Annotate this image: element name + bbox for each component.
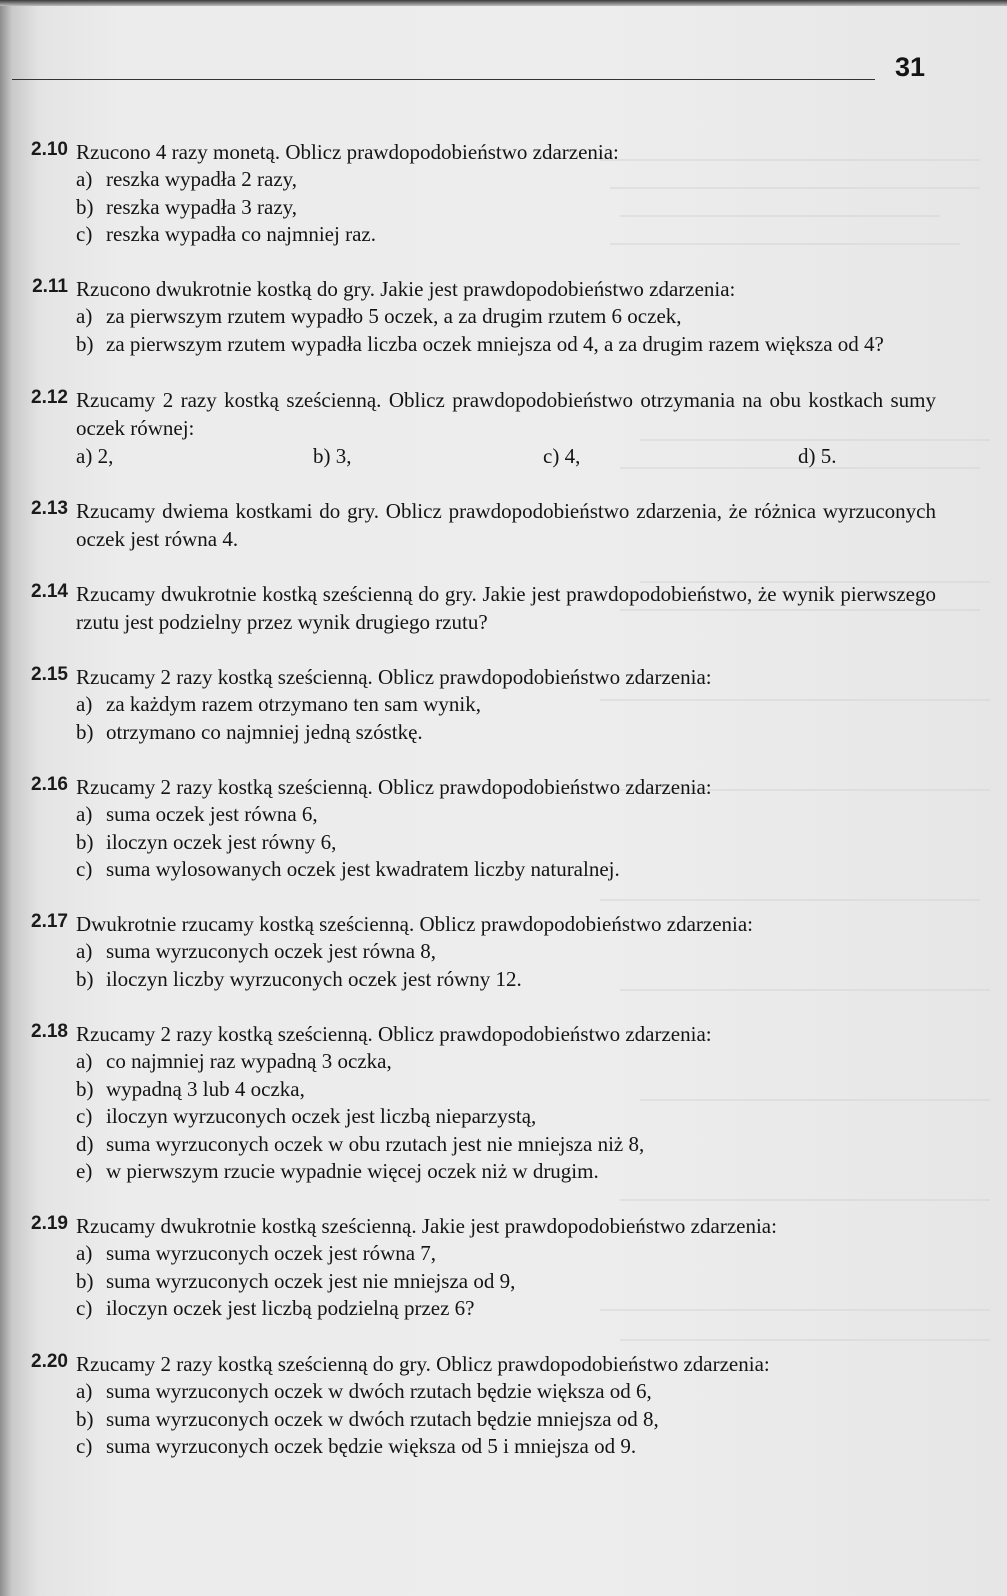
part-letter: a) (76, 304, 93, 328)
exercise-2-16 (0, 773, 1000, 884)
exercise-2-12 (0, 386, 1000, 470)
exercise-number: 2.11 (32, 276, 68, 297)
part-text: iloczyn oczek jest równy 6, (106, 829, 337, 854)
exercise-2-14 (0, 580, 1000, 636)
page-number: 31 (895, 52, 926, 82)
exercise-number: 2.12 (31, 387, 68, 408)
part-letter: b) (76, 1406, 94, 1431)
part-c (76, 221, 1000, 249)
part-text: suma wyrzuconych oczek w dwóch rzutach będzie mniejsza od 8, (106, 1406, 659, 1431)
part-letter: b) (76, 194, 94, 219)
exercise-2-20 (0, 1350, 1000, 1461)
part-text: suma wyrzuconych oczek w obu rzutach jest nie mniejsza niż 8, (106, 1131, 645, 1156)
part-letter: b) (76, 719, 94, 744)
exercise-prompt: Rzucamy 2 razy kostką sześcienną. Oblicz prawdopodobieństwo zdarzenia: (76, 1022, 712, 1046)
part-b (76, 1268, 1000, 1296)
option-c: c) 4, (543, 444, 581, 468)
part-text: suma wyrzuconych oczek w dwóch rzutach będzie większa od 6, (106, 1379, 652, 1403)
exercise-2-18 (0, 1020, 1000, 1186)
part-letter: b) (76, 966, 94, 991)
exercise-number: 2.17 (31, 911, 68, 932)
part-text: za pierwszym rzutem wypadło 5 oczek, a za drugim rzutem 6 oczek, (106, 304, 682, 328)
part-text: za każdym razem otrzymano ten sam wynik, (106, 692, 481, 716)
part-a (76, 938, 1000, 966)
part-b (76, 966, 1000, 994)
exercise-number: 2.16 (31, 774, 68, 795)
exercise-prompt: Rzucamy 2 razy kostką sześcienną. Oblicz prawdopodobieństwo zdarzenia: (76, 665, 712, 689)
part-text: iloczyn wyrzuconych oczek jest liczbą nieparzystą, (106, 1104, 537, 1129)
part-letter: c) (76, 1104, 93, 1129)
part-letter: c) (76, 1296, 93, 1321)
part-text: suma wyrzuconych oczek jest nie mniejsza od 9, (106, 1268, 516, 1293)
part-text: za pierwszym rzutem wypadła liczba oczek mniejsza od 4, a za drugim razem większa od 4? (106, 331, 884, 356)
part-letter: a) (76, 1241, 93, 1265)
exercise-2-10 (0, 138, 1000, 249)
answer-options (76, 442, 1000, 470)
part-b (76, 1406, 1000, 1434)
part-b (76, 331, 1000, 359)
part-letter: c) (76, 857, 93, 882)
exercise-2-17 (0, 910, 1000, 993)
part-text: suma wyrzuconych oczek jest równa 8, (106, 939, 437, 963)
part-d (76, 1131, 1000, 1159)
part-letter: a) (76, 939, 93, 963)
part-letter: a) (76, 1379, 93, 1403)
header-rule (12, 79, 875, 80)
option-a: a) 2, (76, 444, 114, 468)
part-text: suma oczek jest równa 6, (106, 802, 318, 826)
part-e (76, 1158, 1000, 1186)
part-text: otrzymano co najmniej jedną szóstkę. (106, 719, 423, 744)
part-text: reszka wypadła co najmniej raz. (106, 222, 376, 247)
scan-top-edge (0, 0, 1007, 6)
part-c (76, 1433, 1000, 1461)
exercise-prompt: Rzucamy dwukrotnie kostką sześcienną do gry. Jakie jest prawdopodobieństwo, że wynik pierwszego rzutu jest podzielny przez wynik drugiego rzutu? (76, 582, 936, 634)
part-text: suma wyrzuconych oczek jest równa 7, (106, 1241, 437, 1265)
part-c (76, 1295, 1000, 1323)
part-a (76, 691, 1000, 719)
part-letter: a) (76, 167, 93, 191)
exercise-prompt: Dwukrotnie rzucamy kostką sześcienną. Oblicz prawdopodobieństwo zdarzenia: (76, 912, 754, 936)
part-text: suma wyrzuconych oczek będzie większa od 5 i mniejsza od 9. (106, 1434, 637, 1459)
exercise-number: 2.13 (31, 498, 68, 519)
part-text: reszka wypadła 3 razy, (106, 194, 298, 219)
part-text: iloczyn liczby wyrzuconych oczek jest równy 12. (106, 966, 522, 991)
part-c (76, 1103, 1000, 1131)
part-text: w pierwszym rzucie wypadnie więcej oczek niż w drugim. (106, 1159, 599, 1184)
part-c (76, 856, 1000, 884)
part-a (76, 303, 1000, 331)
option-b: b) 3, (313, 444, 352, 468)
part-b (76, 1076, 1000, 1104)
part-letter: a) (76, 692, 93, 716)
part-letter: a) (76, 802, 93, 826)
part-letter: d) (76, 1131, 94, 1156)
exercise-number: 2.10 (31, 139, 68, 160)
exercise-prompt: Rzucamy dwiema kostkami do gry. Oblicz prawdopodobieństwo zdarzenia, że różnica wyrzuconych oczek jest równa 4. (76, 499, 936, 551)
part-letter: b) (76, 331, 94, 356)
part-text: suma wylosowanych oczek jest kwadratem liczby naturalnej. (106, 857, 620, 882)
part-a (76, 1048, 1000, 1076)
part-text: co najmniej raz wypadną 3 oczka, (106, 1049, 392, 1073)
part-letter: c) (76, 1434, 93, 1459)
part-a (76, 166, 1000, 194)
part-letter: b) (76, 1268, 94, 1293)
part-letter: c) (76, 222, 93, 247)
exercise-number: 2.19 (31, 1213, 68, 1234)
part-letter: a) (76, 1049, 93, 1073)
part-a (76, 801, 1000, 829)
exercise-prompt: Rzucono dwukrotnie kostką do gry. Jakie jest prawdopodobieństwo zdarzenia: (76, 277, 736, 301)
exercise-2-13 (0, 497, 1000, 553)
exercise-prompt: Rzucono 4 razy monetą. Oblicz prawdopodobieństwo zdarzenia: (76, 140, 619, 164)
exercise-number: 2.18 (31, 1021, 68, 1042)
exercise-number: 2.20 (31, 1351, 68, 1372)
part-b (76, 719, 1000, 747)
option-d: d) 5. (798, 444, 837, 468)
part-letter: e) (76, 1159, 93, 1184)
part-text: wypadną 3 lub 4 oczka, (106, 1076, 305, 1101)
part-letter: b) (76, 1076, 94, 1101)
exercise-prompt: Rzucamy dwukrotnie kostką sześcienną. Jakie jest prawdopodobieństwo zdarzenia: (76, 1214, 777, 1238)
exercise-prompt: Rzucamy 2 razy kostką sześcienną do gry. Oblicz prawdopodobieństwo zdarzenia: (76, 1352, 770, 1376)
exercise-2-15 (0, 663, 1000, 746)
exercise-number: 2.15 (31, 664, 68, 685)
part-text: reszka wypadła 2 razy, (106, 167, 298, 191)
exercise-2-19 (0, 1212, 1000, 1323)
exercise-prompt: Rzucamy 2 razy kostką sześcienną. Oblicz prawdopodobieństwo zdarzenia: (76, 775, 712, 799)
part-letter: b) (76, 829, 94, 854)
part-a (76, 1378, 1000, 1406)
part-b (76, 194, 1000, 222)
exercise-number: 2.14 (31, 581, 68, 602)
part-a (76, 1240, 1000, 1268)
part-b (76, 829, 1000, 857)
part-text: iloczyn oczek jest liczbą podzielną przez 6? (106, 1296, 475, 1321)
exercise-2-11 (0, 275, 1000, 358)
exercise-prompt: Rzucamy 2 razy kostką sześcienną. Oblicz prawdopodobieństwo otrzymania na obu kostkach sumy oczek równej: (76, 388, 936, 440)
